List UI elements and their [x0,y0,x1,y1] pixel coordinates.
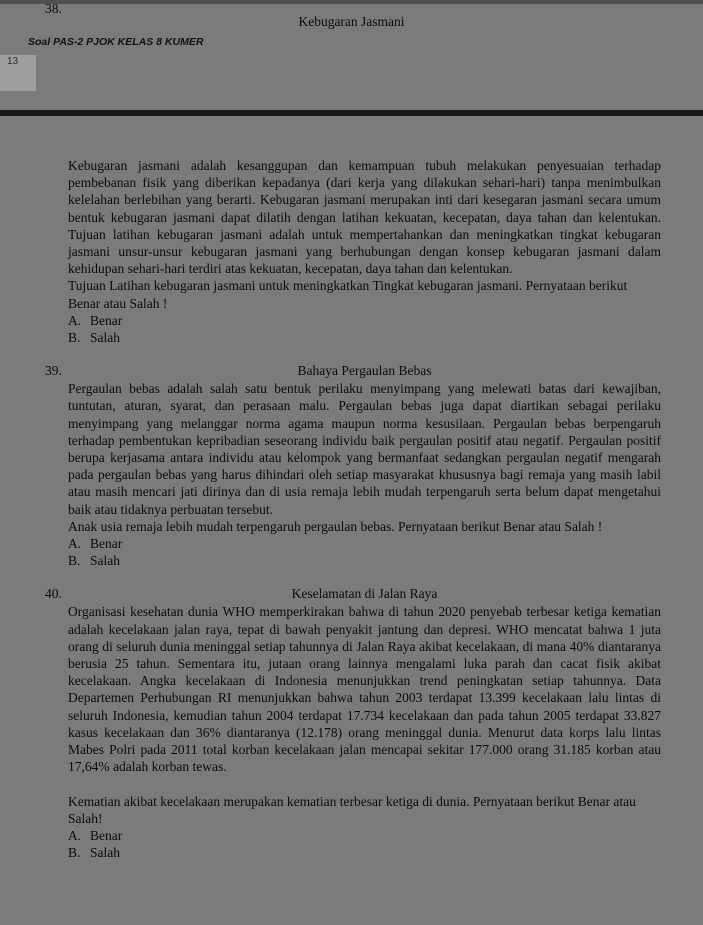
question-39-statement: Anak usia remaja lebih mudah terpengaruh pergaulan bebas. Pernyataan berikut Benar atau Salah ! [68,518,603,534]
question-40-number: 40. [45,586,62,602]
document-body [0,116,703,861]
question-40-section [45,585,661,861]
question-39-option-b [68,552,661,569]
question-40-option-b [68,844,661,861]
option-letter: B. [68,330,81,346]
question-40-title: Keselamatan di Jalan Raya [291,586,438,602]
question-38-heading [0,0,703,31]
option-label: Benar [90,536,123,552]
question-38-statement: Tujuan Latihan kebugaran jasmani untuk meningkatkan Tingkat kebugaran jasmani. Pernyataan berikut Benar atau Salah ! [68,278,628,311]
question-38-title: Kebugaran Jasmani [298,14,405,29]
question-39-body: Pergaulan bebas adalah salah satu bentuk perilaku menyimpang yang melewati batas dari kewajiban, tuntutan, aturan, syarat, dan perasaan malu. Pergaulan bebas juga dapat diartikan sebagai perilaku menyimpang yang melanggar norma agama maupun norma kesusilaan. Pergaulan bebas berpengaruh terhadap pembentukan kepribadian seseorang individu baik pergaulan positif atau negatif. Pergaulan positif berupa kerjasama antara individu atau kelompok yang bermanfaat sedangkan pergaulan negatif mengarah pada pergaulan bebas yang harus dihindari oleh setiap masyarakat khususnya bagi remaja yang masih labil atau masih mencari jati dirinya dan di usia remaja lebih mudah terpengaruh serta belum dapat mengetahui baik atau tidaknya perbuatan tersebut. [68,381,661,517]
page-number-badge [0,55,36,91]
question-39-section [45,362,661,569]
question-39-number: 39. [45,363,62,379]
option-label: Salah [90,845,120,861]
question-38-option-b [68,329,661,346]
page-number: 13 [7,56,19,67]
question-38-option-a [68,312,661,329]
question-39-heading [45,362,661,380]
option-label: Salah [90,553,120,569]
option-letter: B. [68,845,81,861]
option-letter: A. [68,536,82,552]
option-label: Salah [90,330,120,346]
question-40-heading [45,585,661,603]
document-title: Soal PAS-2 PJOK KELAS 8 KUMER [28,36,204,48]
question-38-number: 38. [45,1,62,16]
question-38-body: Kebugaran jasmani adalah kesanggupan dan kemampuan tubuh melakukan penyesuaian terhadap pembebanan fisik yang diberikan kepadanya (dari kerja yang dilakukan sehari-hari) tanpa menimbulkan kelelahan berlebihan yang berarti. Kebugaran jasmani merupakan inti dari kesegaran jasmani secara umum bentuk kebugaran jasmani dapat dilatih dengan latihan kekuatan, kecepatan, daya tahan dan kelentukan. Tujuan latihan kebugaran jasmani adalah untuk mempertahankan dan meningkatkan tingkat kebugaran jasmani unsur-unsur kebugaran jasmani yang berhubungan dengan konsep kebugaran jasmani dalam kehidupan sehari-hari terdiri atas kekuatan, kecepatan, daya tahan dan kelentukan. [68,158,661,277]
option-letter: A. [68,827,82,843]
question-38-section [68,157,661,346]
question-39-option-a [68,535,661,552]
question-40-option-a [68,827,661,844]
page-header [0,0,703,110]
option-label: Benar [90,312,123,328]
question-40-statement: Kematian akibat kecelakaan merupakan kematian terbesar ketiga di dunia. Pernyataan berikut Benar atau Salah! [68,793,636,826]
question-39-title: Bahaya Pergaulan Bebas [297,363,432,379]
option-letter: B. [68,553,81,569]
option-label: Benar [90,827,123,843]
question-40-body: Organisasi kesehatan dunia WHO memperkirakan bahwa di tahun 2020 penyebab terbesar ketiga kematian adalah kecelakaan jalan raya, tepat di bawah penyakit jantung dan depresi. WHO mencatat bahwa 1 juta orang di seluruh dunia meninggal setiap tahunnya di Jalan Raya akibat kecelakaan, di mana 40% diantaranya berusia 25 tahun. Sementara itu, jutaan orang lainnya mengalami luka parah dan cacat fisik akibat kecelakaan. Angka kecelakaan di Indonesia menunjukkan trend peningkatan setiap tahunnya. Data Departemen Perhubungan RI menunjukkan bahwa tahun 2003 terdapat 13.399 kecelakaan lalu lintas di seluruh Indonesia, kemudian tahun 2004 terdapat 17.734 kecelakaan dan pada tahun 2005 terdapat 33.827 kasus kecelakaan dan 36% diantaranya (12.178) orang meninggal dunia. Menurut data korps lalu lintas Mabes Polri pada 2011 total korban kecelakaan jalan mencapai sekitar 177.000 orang 31.185 korban atau 17,64% adalah korban tewas. [68,604,661,775]
option-letter: A. [68,312,82,328]
